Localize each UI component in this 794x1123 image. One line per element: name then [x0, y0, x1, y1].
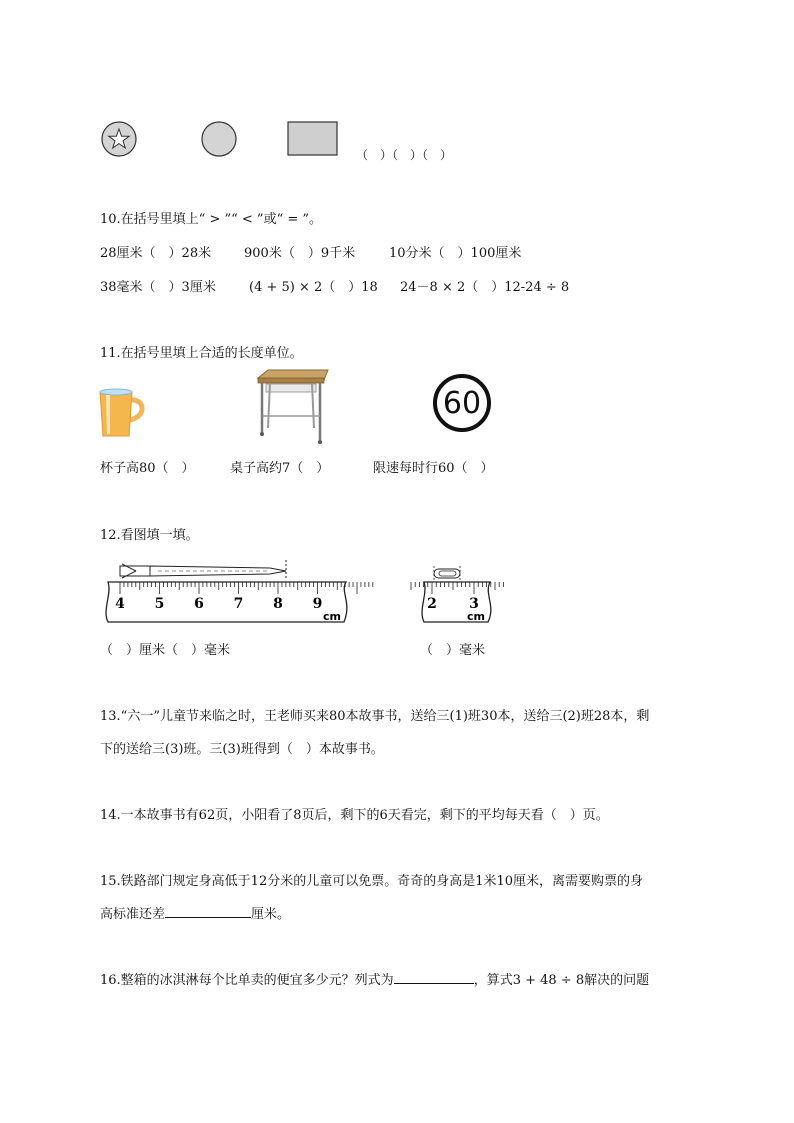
ruler-tick-label: 4	[115, 596, 125, 612]
speed-limit-sign	[433, 374, 491, 432]
paperclip-icon	[432, 566, 466, 580]
q11-label-desk: 桌子高约7（ ）	[230, 461, 330, 476]
q16-line-1-prefix: 16.整箱的冰淇淋每个比单卖的便宜多少元？列式为	[100, 973, 394, 988]
q10-row1-item1: 28厘米（ ）28米	[100, 246, 212, 261]
q11-title: 11.在括号里填上合适的长度单位。	[100, 346, 303, 361]
cup-icon	[96, 386, 150, 440]
ruler-1	[104, 580, 354, 624]
ruler-tick-label: 9	[312, 596, 323, 612]
q12-title: 12.看图填一填。	[100, 528, 199, 543]
ruler-tick-label: 2	[427, 596, 437, 612]
ruler-tick-label: 5	[154, 596, 165, 612]
q15-answer-blank[interactable]	[165, 903, 251, 918]
ruler-tick-label: 7	[233, 596, 244, 612]
ruler-2	[418, 580, 494, 624]
q12-answer-1: （ ）厘米（ ）毫米	[100, 643, 231, 658]
q13-line-1: 13.“六一”儿童节来临之时，王老师买来80本故事书，送给三(1)班30本，送给三(2)班28本，剩	[100, 709, 650, 724]
q10-row2-item1: 38毫米（ ）3厘米	[100, 280, 216, 295]
q16-line-1-suffix: ，算式3 + 48 ÷ 8解决的问题	[473, 973, 650, 988]
ruler-unit-label: cm	[467, 610, 485, 623]
q10-title: 10.在括号里填上“ > ”“ < ”或“ = ”。	[100, 212, 323, 227]
q11-label-cup: 杯子高80（ ）	[100, 461, 195, 476]
q12-answer-2: （ ）毫米	[420, 643, 486, 658]
desk-icon	[254, 368, 330, 446]
q15-line-2	[100, 903, 290, 922]
ruler-tick-label: 3	[469, 596, 479, 612]
ruler-tick-label: 6	[194, 596, 204, 612]
q14-line-1: 14.一本故事书有62页，小阳看了8页后，剩下的6天看完，剩下的平均每天看（ ）页。	[100, 808, 609, 823]
speed-limit-number: 60	[442, 385, 482, 421]
star-circle-icon	[100, 120, 140, 160]
q16-line-1	[100, 969, 649, 988]
q16-answer-blank[interactable]	[394, 969, 474, 984]
q13-line-2: 下的送给三(3)班。三(3)班得到（ ）本故事书。	[100, 742, 384, 757]
q15-line-2-prefix: 高标准还差	[100, 907, 166, 922]
q10-row1-item3: 10分米（ ）100厘米	[389, 246, 522, 261]
circle-shape-icon	[200, 120, 240, 160]
ruler-tick-label: 8	[273, 596, 283, 612]
q10-row2-item3: 24－8 × 2（ ）12-24 ÷ 8	[400, 280, 570, 295]
ruler-unit-label: cm	[323, 610, 341, 623]
q15-line-1: 15.铁路部门规定身高低于12分米的儿童可以免票。奇奇的身高是1米10厘米，离需要购票的身	[100, 874, 644, 889]
q10-row2-item2: (4 + 5) × 2（ ）18	[249, 280, 378, 295]
q11-label-speed: 限速每时行60（ ）	[373, 461, 494, 476]
pencil-icon	[118, 560, 290, 582]
rectangle-shape-icon	[287, 121, 339, 157]
q15-line-2-suffix: 厘米。	[251, 907, 291, 922]
q9-blanks: （ ）（ ）（ ）	[356, 148, 453, 162]
q10-row1-item2: 900米（ ）9千米	[244, 246, 356, 261]
